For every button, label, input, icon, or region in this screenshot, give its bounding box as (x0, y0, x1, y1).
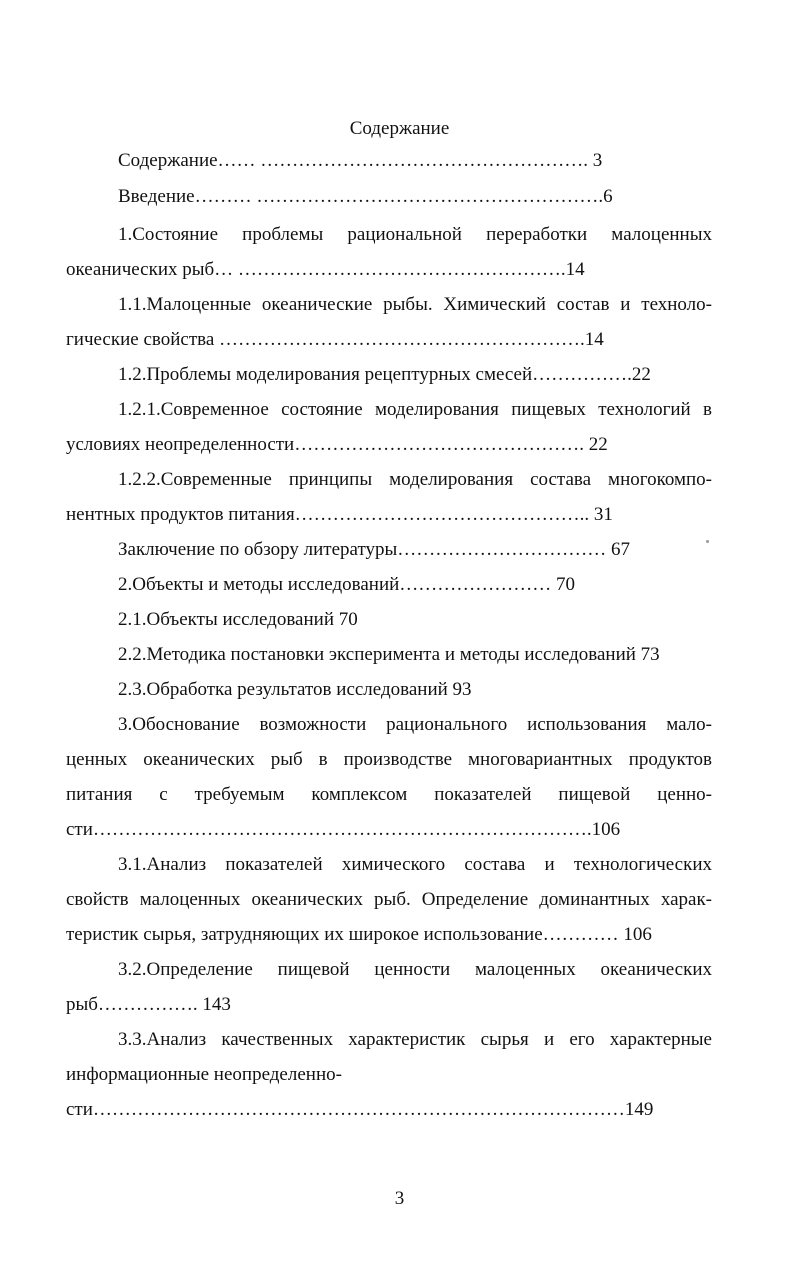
toc-line: Введение……… ……………………………………………….6 (118, 186, 613, 207)
toc-title: Содержание (349, 118, 450, 139)
toc-line: ценных океанических рыб в производстве многовариантных продуктов (66, 749, 712, 770)
toc-line: 2.1.Объекты исследований 70 (118, 609, 358, 630)
toc-line: информационные неопределенно- (66, 1064, 342, 1085)
toc-line: гические свойства ………………………………………………….14 (66, 329, 604, 350)
toc-line: 1.1.Малоценные океанические рыбы. Химический состав и техноло- (118, 294, 712, 315)
toc-line: 1.2.2.Современные принципы моделирования состава многокомпо- (118, 469, 712, 490)
toc-line: 1.Состояние проблемы рациональной переработки малоценных (118, 224, 712, 245)
scan-speck (706, 540, 709, 543)
toc-line: 2.Объекты и методы исследований…………………… 70 (118, 574, 576, 595)
toc-line: 1.2.Проблемы моделирования рецептурных смесей…………….22 (118, 364, 651, 385)
toc-line: нентных продуктов питания……………………………………….. 31 (66, 504, 613, 525)
toc-line: 2.2.Методика постановки эксперимента и методы исследований 73 (118, 644, 660, 665)
toc-line: сти…………………………………………………………………….106 (66, 819, 621, 840)
toc-line: 3.3.Анализ качественных характеристик сырья и его характерные (118, 1029, 712, 1050)
toc-line: питания с требуемым комплексом показателей пищевой ценно- (66, 784, 712, 805)
toc-line: теристик сырья, затрудняющих их широкое использование………… 106 (66, 924, 652, 945)
toc-line: Содержание…… ……………………………………………. 3 (118, 150, 603, 171)
toc-line: сти…………………………………………………………………………149 (66, 1099, 654, 1120)
toc-line: 2.3.Обработка результатов исследований 93 (118, 679, 472, 700)
toc-line: 3.1.Анализ показателей химического состава и технологических (118, 854, 712, 875)
toc-line: свойств малоценных океанических рыб. Определение доминантных харак- (66, 889, 712, 910)
page-number: 3 (394, 1188, 405, 1209)
toc-line: условиях неопределенности………………………………………. 22 (66, 434, 608, 455)
toc-line: 1.2.1.Современное состояние моделирования пищевых технологий в (118, 399, 712, 420)
toc-line: Заключение по обзору литературы…………………………… 67 (118, 539, 631, 560)
toc-line: 3.2.Определение пищевой ценности малоценных океанических (118, 959, 712, 980)
toc-line: океанических рыб… …………………………………………….14 (66, 259, 585, 280)
toc-line: 3.Обоснование возможности рационального использования мало- (118, 714, 712, 735)
toc-line: рыб……………. 143 (66, 994, 231, 1015)
